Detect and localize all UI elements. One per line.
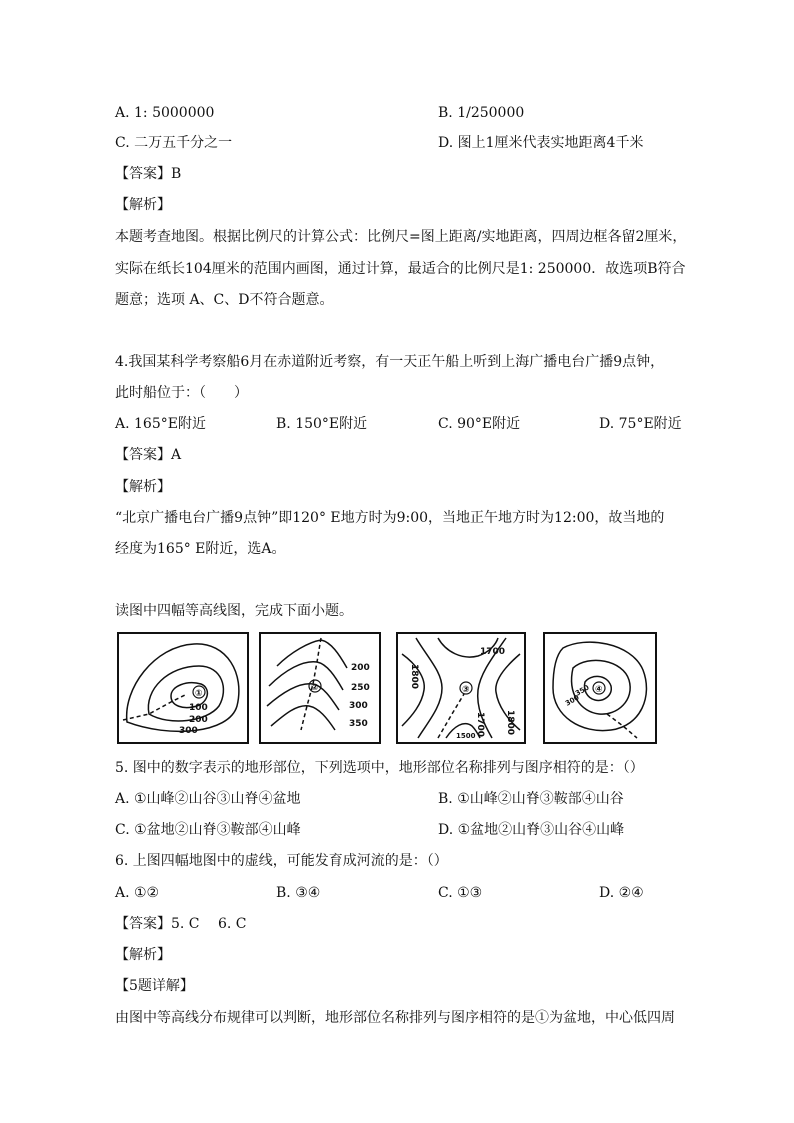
map3-label-1800-left: 1800 — [409, 664, 419, 690]
contour-map-2 — [259, 632, 381, 744]
map3-label-1800-right: 1800 — [505, 710, 515, 736]
q6-option-d: D. ②④ — [599, 885, 644, 901]
detail-5-text: 由图中等高线分布规律可以判断，地形部位名称排列与图序相符的是①为盆地，中心低四周 — [115, 1010, 675, 1026]
map3-label-1700-top: 1700 — [480, 647, 506, 657]
q5-option-a: A. ①山峰②山谷③山脊④盆地 — [115, 791, 301, 807]
q5-option-d: D. ①盆地②山脊③山谷④山峰 — [438, 822, 625, 838]
answer-5-6: 【答案】5. C 6. C — [115, 916, 247, 932]
q6-option-c: C. ①③ — [438, 885, 483, 901]
q3-analysis-line-2: 实际在纸长104厘米的范围内画图，通过计算，最适合的比例尺是1: 250000．故选项B符合 — [115, 261, 686, 277]
q6-option-b: B. ③④ — [276, 885, 321, 901]
contour-map-4 — [543, 632, 657, 744]
q3-option-d: D. 图上1厘米代表实地距离4千米 — [438, 135, 644, 151]
q4-answer: 【答案】A — [115, 447, 182, 463]
contour-map-1 — [117, 632, 249, 744]
q4-analysis-line-1: “北京广播电台广播9点钟”即120° E地方时为9:00，当地正午地方时为12:00，故当地的 — [115, 510, 665, 526]
q3-analysis-line-1: 本题考查地图。根据比例尺的计算公式：比例尺=图上距离/实地距离，四周边框各留2厘米， — [115, 229, 687, 245]
map1-label-300: 300 — [179, 726, 198, 736]
q3-answer: 【答案】B — [115, 166, 182, 182]
map2-label-300: 300 — [349, 701, 368, 711]
map3-marker: ③ — [462, 685, 470, 695]
map1-marker: ① — [195, 689, 203, 699]
q4-option-d: D. 75°E附近 — [599, 416, 682, 432]
q4-analysis-label: 【解析】 — [115, 479, 171, 495]
map3-label-1700-right: 1700 — [475, 712, 485, 738]
q3-option-b: B. 1/250000 — [438, 105, 525, 121]
map4-label-350: 350 — [574, 683, 591, 698]
contour-map-2-drawing — [261, 634, 379, 742]
map2-marker: ② — [311, 683, 319, 693]
q4-option-b: B. 150°E附近 — [276, 416, 368, 432]
q6-stem: 6. 上图四幅地图中的虚线，可能发育成河流的是：（） — [115, 853, 448, 869]
map2-label-350: 350 — [349, 719, 368, 729]
q4-stem-line-2: 此时船位于：（ ） — [115, 385, 248, 401]
map2-label-250: 250 — [351, 683, 370, 693]
map1-label-100: 100 — [189, 703, 208, 713]
q4-option-a: A. 165°E附近 — [115, 416, 206, 432]
q5-option-c: C. ①盆地②山脊③鞍部④山峰 — [115, 822, 301, 838]
analysis-5-6-label: 【解析】 — [115, 947, 171, 963]
map1-label-200: 200 — [189, 715, 208, 725]
q4-analysis-line-2: 经度为165° E附近，选A。 — [115, 541, 286, 557]
contour-map-4-drawing — [545, 634, 655, 742]
q3-option-a: A. 1: 5000000 — [115, 105, 215, 121]
map2-label-200: 200 — [351, 663, 370, 673]
contour-map-3 — [396, 632, 526, 744]
q3-option-c: C. 二万五千分之一 — [115, 135, 233, 151]
map4-marker: ④ — [595, 685, 603, 695]
q5-option-b: B. ①山峰②山脊③鞍部④山谷 — [438, 791, 624, 807]
q3-analysis-line-3: 题意；选项 A、C、D不符合题意。 — [115, 292, 334, 308]
detail-5-label: 【5题详解】 — [115, 978, 194, 994]
q5-stem: 5. 图中的数字表示的地形部位，下列选项中，地形部位名称排列与图序相符的是：（） — [115, 760, 644, 776]
map4-label-300: 300 — [564, 693, 581, 708]
contour-map-3-drawing — [398, 634, 524, 742]
q4-stem-line-1: 4.我国某科学考察船6月在赤道附近考察，有一天正午船上听到上海广播电台广播9点钟， — [115, 354, 665, 370]
map3-label-1500: 1500 — [456, 732, 476, 740]
q3-analysis-label: 【解析】 — [115, 197, 171, 213]
figure-intro: 读图中四幅等高线图，完成下面小题。 — [115, 603, 353, 619]
q6-option-a: A. ①② — [115, 885, 160, 901]
contour-map-1-drawing — [119, 634, 247, 742]
q4-option-c: C. 90°E附近 — [438, 416, 521, 432]
